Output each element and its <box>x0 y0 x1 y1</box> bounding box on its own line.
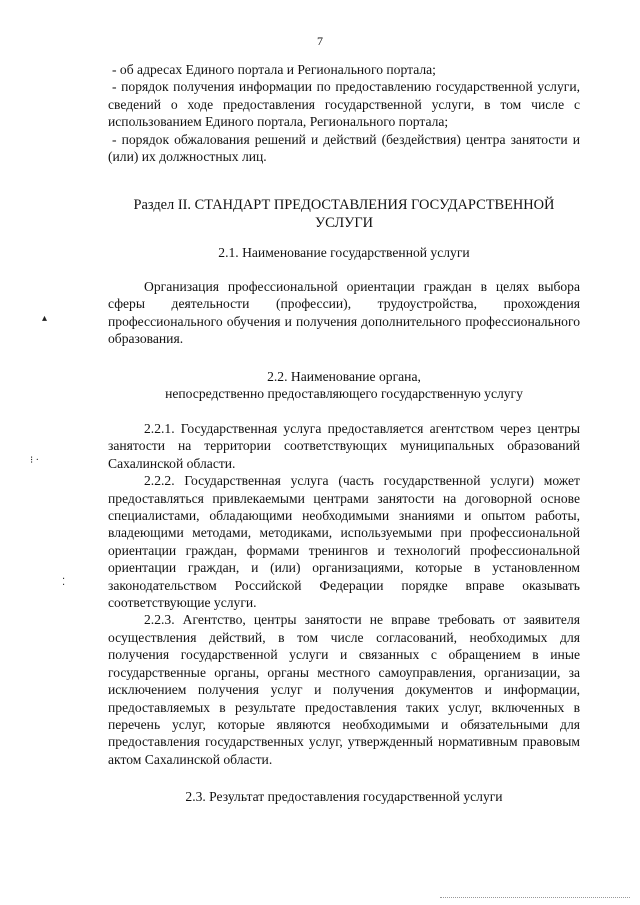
subsection-2-3-heading: 2.3. Результат предоставления государственной услуги <box>185 789 503 804</box>
scan-speck: ⁝ · <box>30 455 40 466</box>
scan-speck: ▴ <box>42 313 48 324</box>
paragraph-2-2-1: 2.2.1. Государственная услуга предоставляется агентством через центры занятости на территории соответствующих муниципальных образований Сахалинской области. <box>108 421 580 471</box>
scan-speck: ⁚ <box>62 577 66 588</box>
section-title-line-1: Раздел II. СТАНДАРТ ПРЕДОСТАВЛЕНИЯ ГОСУДАРСТВЕННОЙ <box>133 197 555 213</box>
intro-item-appeal-order: - порядок обжалования решений и действий (бездействия) центра занятости и (или) их должностных лиц. <box>108 131 580 165</box>
subsection-2-2-body <box>108 420 580 768</box>
subsection-2-2-heading-line-2: непосредственно предоставляющего государственную услугу <box>165 386 523 402</box>
scan-edge-line <box>440 897 630 898</box>
section-title-line-2: УСЛУГИ <box>314 215 374 231</box>
subsection-2-1-heading: 2.1. Наименование государственной услуги <box>218 245 470 260</box>
subsection-2-2-heading-line-1: 2.2. Наименование органа, <box>267 369 421 384</box>
intro-item-info-order: - порядок получения информации по предоставлению государственной услуги, сведений о ходе предоставления государственной услуги, в том числе с использованием Единого портала, Регионального портала; <box>108 79 580 130</box>
paragraph-2-2-3: 2.2.3. Агентство, центры занятости не вправе требовать от заявителя осуществления действий, в том числе согласований, необходимых для получения государственной услуги и связанных с обращением в иные государственные органы, органы местного самоуправления, организации, за исключением получения услуг и получения документов и информации, предоставляемых в результате предоставления таких услуг, включенных в перечень услуг, которые являются необходимыми и обязательными для предоставления государственных услуг, утвержденный нормативным правовым актом Сахалинской области. <box>108 612 580 767</box>
intro-list <box>108 61 580 165</box>
section-title <box>108 196 580 232</box>
intro-item-addresses: - об адресах Единого портала и Регионального портала; <box>112 62 436 77</box>
subsection-2-1-body <box>108 278 580 348</box>
page-number: 7 <box>317 34 323 48</box>
subsection-2-1-text: Организация профессиональной ориентации граждан в целях выбора сферы деятельности (профессии), трудоустройства, прохождения профессионального обучения и получения дополнительного профессионального образования. <box>108 279 580 347</box>
paragraph-2-2-2: 2.2.2. Государственная услуга (часть государственной услуги) может предоставляться привлекаемыми центрами занятости на договорной основе специалистами, обладающими необходимыми знаниями и опытом работы, владеющими методами, методиками, используемыми при профессиональной ориентации граждан, формами тренингов и технологий профессиональной ориентации граждан, и (или) организациями, которые в установленном законодательством Российской Федерации порядке вправе оказывать соответствующие услуги. <box>108 473 580 611</box>
subsection-2-2-heading <box>108 368 580 403</box>
